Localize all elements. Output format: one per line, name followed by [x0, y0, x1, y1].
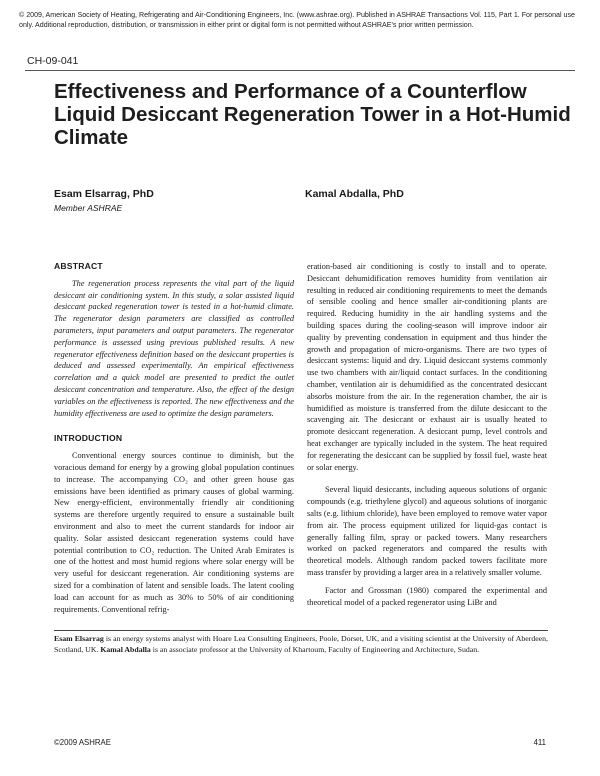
- footnote-divider: [54, 630, 548, 631]
- author-footnote: [54, 633, 548, 655]
- author-1-name: Esam Elsarrag, PhD: [54, 188, 154, 200]
- author-2-name: Kamal Abdalla, PhD: [305, 188, 404, 200]
- intro-paragraph-1-continued: eration-based air conditioning is costly to install and to operate. Desiccant dehumidification removes humidity from ventilation air resulting in reduced air conditioning requirements to meet the demands of sensible cooling and hence smaller air-conditioning plants are required. Reducing humidity in the air handling systems and the building spaces during the cooling-season will improve indoor air quality by preventing condensation in equipment and thus hinder the growth and propagation of micro-organisms. There are two types of desiccant systems: liquid and dry. Liquid desiccant systems commonly use two chambers with air/liquid contact surfaces. In the conditioning chamber, ventilation air is dehumidified as the concentrated desiccant absorbs moisture from the air. In the regeneration chamber, the air is humidified as moisture is transferred from the dilute desiccant to the scavenging air. The desiccant or exhaust air is usually heated to promote desiccant regeneration. A desiccant pump, level controls and heat exchanger are typically included in the system. The heat required for regenerating the desiccant can be supplied by fossil fuel, waste heat or solar energy.: [307, 262, 547, 472]
- footer-copyright: ©2009 ASHRAE: [54, 738, 111, 747]
- page-number: 411: [533, 738, 546, 747]
- intro-paragraph-2: Several liquid desiccants, including aqueous solutions of organic compounds (e.g. triethylene glycol) and aqueous solutions of inorganic salts (e.g. lithium chloride), have been employed to remove water vapor from air. The process equipment utilized for liquid-gas contact is generally falling film, spray or packed towers. Many researchers worked on packed regenerators and compared the results with theoretical models. Although random packed towers facilitate more mass transfer by providing a larger area in a relatively smaller volume.: [307, 485, 547, 577]
- introduction-heading: INTRODUCTION: [54, 433, 123, 444]
- left-column: [54, 261, 294, 621]
- header-divider: [25, 70, 575, 71]
- abstract-text: The regeneration process represents the vital part of the liquid desiccant air conditioning system. In this study, a solar assisted liquid desiccant packed regeneration tower is tested in a hot-humid climate. The regenerator design parameters are classified as controlled parameters, input parameters and output parameters. The regenerator performance is assessed using previous published results. A new regenerator effectiveness definition based on the desiccant properties is deduced and assessed experimentally. An empirical effectiveness correlation and a quick model are presented to predict the outlet desiccant concentration and temperature. Also, the effect of the design variables on the effectiveness is reported. The new effectiveness and the humidity effectiveness are used to optimize the design parameters.: [54, 278, 294, 418]
- paper-title: Effectiveness and Performance of a Counterflow Liquid Desiccant Regeneration Tower in a Hot-Humid Climate: [54, 80, 571, 149]
- footnote-author-2: Kamal Abdalla: [100, 645, 151, 654]
- author-1-affiliation: Member ASHRAE: [54, 203, 123, 213]
- document-id: CH-09-041: [27, 55, 79, 67]
- abstract-heading: ABSTRACT: [54, 261, 103, 271]
- footnote-text-1: is an energy systems analyst with Hoare Lea Consulting Engineers, Poole, Dorset, UK, and a visiting scientist at the University of Aberdeen, Scotland, UK.: [54, 634, 548, 654]
- copyright-notice: © 2009, American Society of Heating, Refrigerating and Air-Conditioning Engineers, Inc. (www.ashrae.org). Published in ASHRAE Transactions Vol. 115, Part 1. For personal use only. Additional reproduction, distribution, or transmission in either print or digital form is not permitted without ASHRAE's prior written permission.: [19, 11, 575, 29]
- right-column: [307, 261, 547, 614]
- intro-paragraph-1: Conventional energy sources continue to diminish, but the voracious demand for energy by a growing global population continues to increase. The accompanying CO₂ and other green house gas emissions have been identified as primary causes of global warming. New energy-efficient, environmentally friendly air conditioning systems are therefore urgently required to ensure a sustainable built environment and also to meet the current standards for indoor air quality. Solar assisted desiccant regeneration systems could have potential contribution to CO₂ reduction. The United Arab Emirates is one of the hottest and most humid regions where solar energy will be very useful for desiccant regeneration. Air conditioning systems are sized for a combination of latent and sensible loads. The latent cooling load can account for as much as 30% to 50% of air conditioning requirements. Conventional refrig-: [54, 451, 294, 614]
- footnote-text-2: is an associate professor at the University of Khartoum, Faculty of Engineering and Architecture, Sudan.: [150, 645, 480, 654]
- intro-paragraph-3: Factor and Grossman (1980) compared the experimental and theoretical model of a packed regenerator using LiBr and: [307, 585, 547, 607]
- footnote-author-1: Esam Elsarrag: [54, 634, 104, 643]
